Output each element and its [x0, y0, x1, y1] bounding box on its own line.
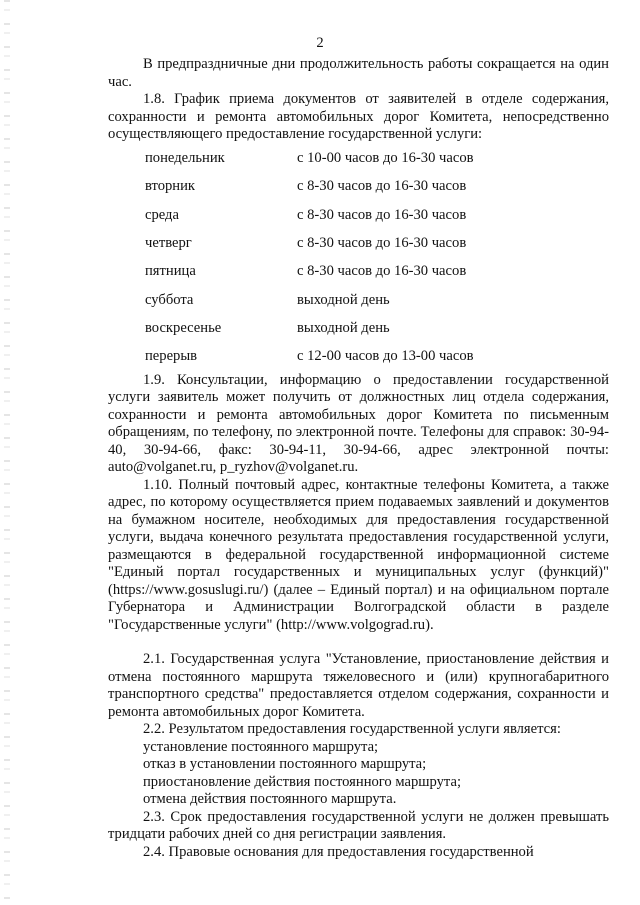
schedule-row [145, 343, 609, 371]
schedule-time: выходной день [297, 291, 390, 308]
result-item: установление постоянного маршрута; [143, 738, 379, 755]
paragraph-2-3: 2.3. Срок предоставления государственной услуги не должен превышать тридцати рабочих дней со дня регистрации заявления. [108, 808, 609, 843]
schedule-time: с 8-30 часов до 16-30 часов [297, 206, 467, 223]
paragraph-1-10: 1.10. Полный почтовый адрес, контактные телефоны Комитета, а также адрес, по которому осуществляется прием подаваемых заявлений и документов на бумажном носителе, необходимых для предоставления государственной услуги, выдача конечного результата предоставления государственной услуги, размещаются в федеральной государственной информационной системе "Единый портал государственных и муниципальных услуг (функций)" (https://www.gosuslugi.ru/) (далее – Единый портал) и на официальном портале Губернатора и Администрации Волгоградской области в разделе "Государственные услуги" (http://www.volgograd.ru). [108, 476, 609, 633]
paragraph-intro: В предпраздничные дни продолжительность работы сокращается на один час. [108, 56, 609, 90]
schedule-time: с 8-30 часов до 16-30 часов [297, 263, 467, 280]
schedule-row [145, 286, 609, 314]
section-gap [108, 634, 609, 651]
schedule-day: понедельник [145, 150, 225, 167]
schedule-time: с 8-30 часов до 16-30 часов [297, 178, 467, 195]
result-item: отказ в установлении постоянного маршрута; [143, 756, 427, 773]
schedule-row [145, 145, 609, 173]
paragraph-2-4: 2.4. Правовые основания для предоставления государственной [143, 843, 534, 860]
page-number: 2 [316, 35, 324, 51]
schedule-row [145, 201, 609, 229]
schedule-row [145, 229, 609, 257]
schedule-day: воскресенье [145, 319, 222, 336]
paragraph-1-9: 1.9. Консультации, информацию о предоставлении государственной услуги заявитель может получить от должностных лиц отдела содержания, сохранности и ремонта автомобильных дорог Комитета по письменным обращениям, по телефону, по электронной почте. Телефоны для справок: 30-94-40, 30-94-66, факс: 30-94-11, 30-94-66, адрес электронной почты: auto@volganet.ru, p_ryzhov@volganet.ru. [108, 371, 609, 476]
schedule-row [145, 314, 609, 342]
paragraph-2-1: 2.1. Государственная услуга "Установление, приостановление действия и отмена постоянного маршрута тяжеловесного и (или) крупногабаритного транспортного средства" предоставляется отделом содержания, сохранности и ремонта автомобильных дорог Комитета. [108, 651, 609, 720]
schedule-table [145, 145, 609, 371]
result-item: отмена действия постоянного маршрута. [143, 791, 397, 808]
schedule-day: пятница [145, 263, 196, 280]
paragraph-2-2: 2.2. Результатом предоставления государственной услуги является: [143, 721, 561, 738]
schedule-row [145, 258, 609, 286]
scan-edge-artifact [4, 0, 10, 905]
result-item: приостановление действия постоянного маршрута; [143, 773, 462, 790]
schedule-time: выходной день [297, 319, 390, 336]
schedule-time: с 8-30 часов до 16-30 часов [297, 235, 467, 252]
schedule-day: четверг [145, 235, 192, 252]
schedule-time: с 10-00 часов до 16-30 часов [297, 150, 474, 167]
paragraph-1-8: 1.8. График приема документов от заявителей в отделе содержания, сохранности и ремонта автомобильных дорог Комитета, непосредственно осуществляющего предоставление государственной услуги: [108, 91, 609, 142]
schedule-day: перерыв [145, 348, 198, 365]
schedule-time: с 12-00 часов до 13-00 часов [297, 348, 474, 365]
schedule-row [145, 173, 609, 201]
schedule-day: среда [145, 206, 179, 223]
schedule-day: суббота [145, 291, 194, 308]
document-body [108, 56, 609, 861]
schedule-day: вторник [145, 178, 196, 195]
